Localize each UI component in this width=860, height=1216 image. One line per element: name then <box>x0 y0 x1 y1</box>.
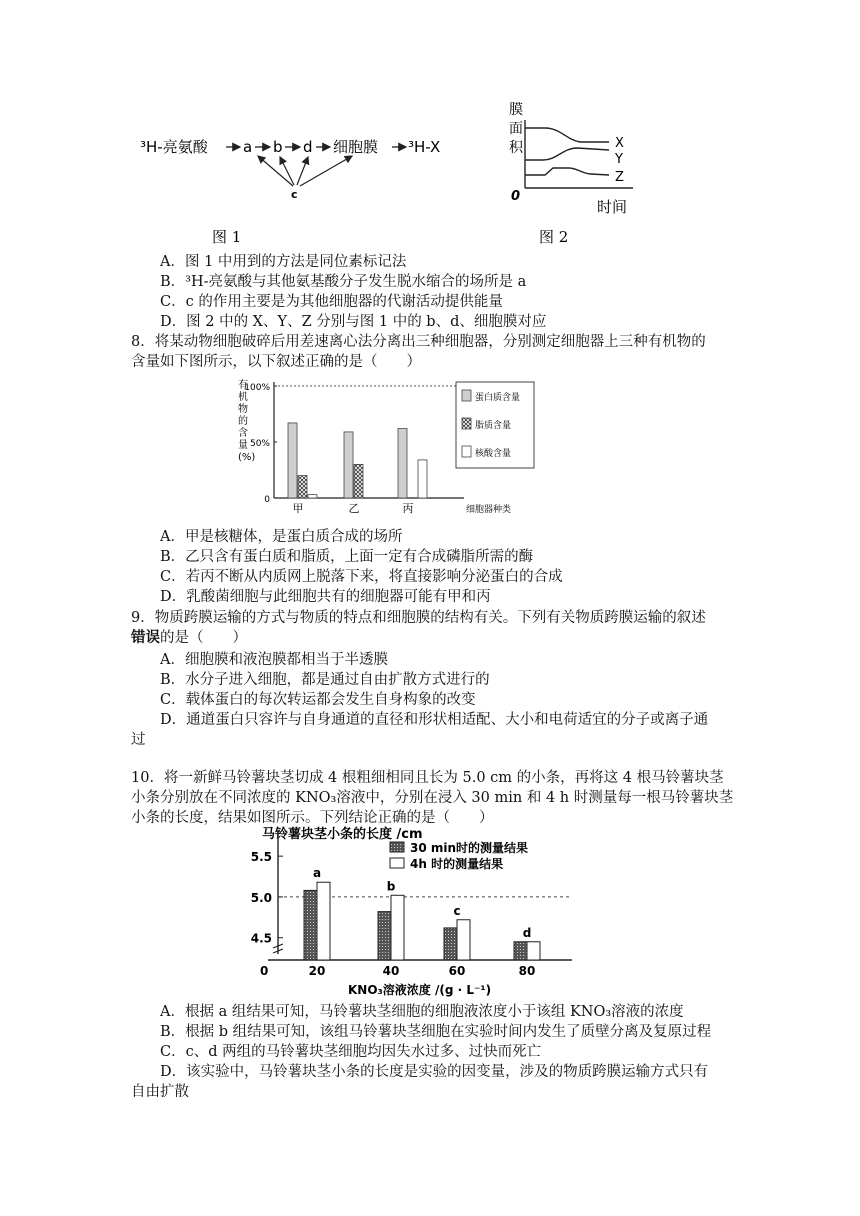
figure-1 <box>140 128 460 248</box>
chart10-legend-label: 30 min时的测量结果 <box>410 841 529 855</box>
fig2-ylabel-1: 膜 <box>509 102 523 118</box>
q9-stem-line2 <box>131 628 247 648</box>
q7-option-a: A．图 1 中用到的方法是同位素标记法 <box>160 254 407 270</box>
fig2-line-x <box>525 128 609 142</box>
q9-emphasis: 错误 <box>131 629 160 646</box>
chart8-ylabel-char: (%) <box>238 452 256 463</box>
q9-stem-rest: 的是（ ） <box>160 630 247 646</box>
fig2-ylabel-2: 面 <box>509 121 523 137</box>
chart8-ylabel-char: 量 <box>238 440 248 451</box>
fig1-a: a <box>243 138 253 156</box>
chart10-category-label: 80 <box>518 964 536 978</box>
chart10-bar <box>514 942 527 960</box>
q10-option-a: A．根据 a 组结果可知，马铃薯块茎细胞的细胞液浓度小于该组 KNO₃溶液的浓度 <box>160 1004 684 1020</box>
fig2-line-y <box>525 148 609 160</box>
q10-stem-line2: 小条分别放在不同浓度的 KNO₃溶液中，分别在浸入 30 min 和 4 h 时测量每一根马铃薯块茎 <box>131 790 734 806</box>
q10-stem-line3: 小条的长度，结果如图所示。下列结论正确的是（ ） <box>131 810 494 826</box>
chart8-xlabel: 细胞器种类 <box>466 505 512 515</box>
q8-stem-line2: 含量如下图所示，以下叙述正确的是（ ） <box>131 354 421 370</box>
fig2-label-x: X <box>615 136 624 151</box>
chart-10 <box>232 826 612 998</box>
chart10-bar <box>391 895 404 960</box>
q10-option-c: C．c、d 两组的马铃薯块茎细胞均因失水过多、过快而死亡 <box>160 1044 542 1060</box>
q9-option-b: B．水分子进入细胞，都是通过自由扩散方式进行的 <box>160 672 490 688</box>
q10-stem-line1: 10．将一新鲜马铃薯块茎切成 4 根粗细相同且长为 5.0 cm 的小条，再将这 4 根马铃薯块茎 <box>131 770 724 786</box>
fig2-ylabel-3: 积 <box>509 140 523 156</box>
q10-option-b: B．根据 b 组结果可知，该组马铃薯块茎细胞在实验时间内发生了质壁分离及复原过程 <box>160 1024 712 1040</box>
chart8-legend-swatch <box>462 390 471 401</box>
chart8-category-label: 甲 <box>292 502 304 515</box>
q9-option-d: D．通道蛋白只容许与自身通道的直径和形状相适配、大小和电荷适宜的分子或离子通 <box>160 712 709 728</box>
fig2-caption: 图 2 <box>539 228 569 246</box>
chart-8 <box>232 374 537 524</box>
chart10-legend-swatch <box>390 858 404 868</box>
chart8-bar <box>308 495 317 498</box>
chart10-bar <box>444 928 457 960</box>
q8-option-d: D．乳酸菌细胞与此细胞共有的细胞器可能有甲和丙 <box>160 589 491 605</box>
chart8-ylabel-char: 物 <box>238 404 248 415</box>
chart10-ytick: 4.5 <box>250 931 272 946</box>
figure-2-chart <box>505 100 645 250</box>
q8-option-c: C．若丙不断从内质网上脱落下来，将直接影响分泌蛋白的合成 <box>160 569 563 585</box>
fig1-b: b <box>273 138 283 156</box>
q8-stem-line1: 8．将某动物细胞破碎后用差速离心法分离出三种细胞器，分别测定细胞器上三种有机物的 <box>131 334 706 350</box>
chart10-category-label: 40 <box>382 964 400 978</box>
fig1-end: ³H-X <box>408 138 441 156</box>
fig2-line-z <box>525 168 609 175</box>
chart10-xlabel: KNO₃溶液浓度 /(g · L⁻¹) <box>348 983 492 997</box>
chart10-legend-swatch <box>390 842 404 852</box>
figure-1-diagram <box>140 128 460 248</box>
chart10-category-label: 60 <box>448 964 466 978</box>
fig1-d: d <box>303 138 313 156</box>
figure-2 <box>505 100 645 250</box>
chart-10-svg <box>232 826 612 998</box>
chart10-ytick: 5.5 <box>250 850 272 865</box>
chart10-bar <box>317 882 330 960</box>
chart10-origin: 0 <box>260 964 269 978</box>
q10-option-d-cont: 自由扩散 <box>131 1084 189 1100</box>
q9-option-d-cont: 过 <box>131 732 146 748</box>
chart8-legend-label: 蛋白质含量 <box>475 393 521 403</box>
chart8-bar <box>344 432 353 498</box>
q9-option-c: C．载体蛋白的每次转运都会发生自身构象的改变 <box>160 692 476 708</box>
chart8-ylabel-char: 机 <box>238 392 248 403</box>
chart8-ytick: 100% <box>244 383 270 393</box>
chart8-ytick: 50% <box>249 439 270 449</box>
fig2-label-z: Z <box>615 170 624 185</box>
chart8-bar <box>354 464 363 498</box>
fig1-c: c <box>291 188 298 201</box>
chart10-bar <box>378 912 391 960</box>
q7-option-b: B．³H-亮氨酸与其他氨基酸分子发生脱水缩合的场所是 a <box>160 274 527 290</box>
chart10-group-label: b <box>386 879 396 894</box>
chart10-group-label: d <box>522 925 532 940</box>
chart10-bar <box>304 890 317 960</box>
chart8-legend-label: 核酸含量 <box>475 449 512 459</box>
chart8-ylabel-char: 的 <box>238 416 248 427</box>
q7-option-c: C．c 的作用主要是为其他细胞器的代谢活动提供能量 <box>160 294 503 310</box>
chart8-ytick: 0 <box>264 495 270 505</box>
chart10-group-label: c <box>453 903 461 918</box>
chart8-bar <box>418 460 427 498</box>
chart10-bar <box>457 920 470 960</box>
chart8-ylabel-char: 含 <box>238 428 248 439</box>
chart8-bar <box>398 429 407 498</box>
chart8-bar <box>298 476 307 498</box>
fig2-origin: 0 <box>511 189 521 204</box>
chart10-legend-label: 4h 时的测量结果 <box>410 857 504 871</box>
fig1-membrane: 细胞膜 <box>333 138 379 156</box>
chart10-title: 马铃薯块茎小条的长度 /cm <box>262 827 423 842</box>
chart8-bar <box>288 423 297 498</box>
fig1-caption: 图 1 <box>212 228 242 246</box>
q9-stem-line1: 9．物质跨膜运输的方式与物质的特点和细胞膜的结构有关。下列有关物质跨膜运输的叙述 <box>131 610 706 626</box>
chart8-category-label: 乙 <box>348 502 360 515</box>
chart8-legend-label: 脂质含量 <box>475 421 512 431</box>
fig1-start: ³H-亮氨酸 <box>140 138 208 156</box>
chart10-group-label: a <box>312 866 322 881</box>
chart10-category-label: 20 <box>308 964 326 978</box>
chart8-legend-swatch <box>462 446 471 457</box>
q7-option-d: D．图 2 中的 X、Y、Z 分别与图 1 中的 b、d、细胞膜对应 <box>160 314 547 330</box>
q9-option-a: A．细胞膜和液泡膜都相当于半透膜 <box>160 652 388 668</box>
chart10-ytick: 5.0 <box>250 890 272 905</box>
chart-8-svg <box>232 374 537 524</box>
q10-option-d: D．该实验中，马铃薯块茎小条的长度是实验的因变量，涉及的物质跨膜运输方式只有 <box>160 1064 709 1080</box>
chart8-category-label: 丙 <box>402 502 414 515</box>
fig2-xlabel: 时间 <box>597 198 628 216</box>
chart8-legend-swatch <box>462 418 471 429</box>
q8-option-a: A．甲是核糖体，是蛋白质合成的场所 <box>160 529 403 545</box>
q8-option-b: B．乙只含有蛋白质和脂质，上面一定有合成磷脂所需的酶 <box>160 549 534 565</box>
chart10-bar <box>527 942 540 960</box>
chart8-ylabel-char: 有 <box>238 380 248 391</box>
fig2-label-y: Y <box>615 152 623 167</box>
